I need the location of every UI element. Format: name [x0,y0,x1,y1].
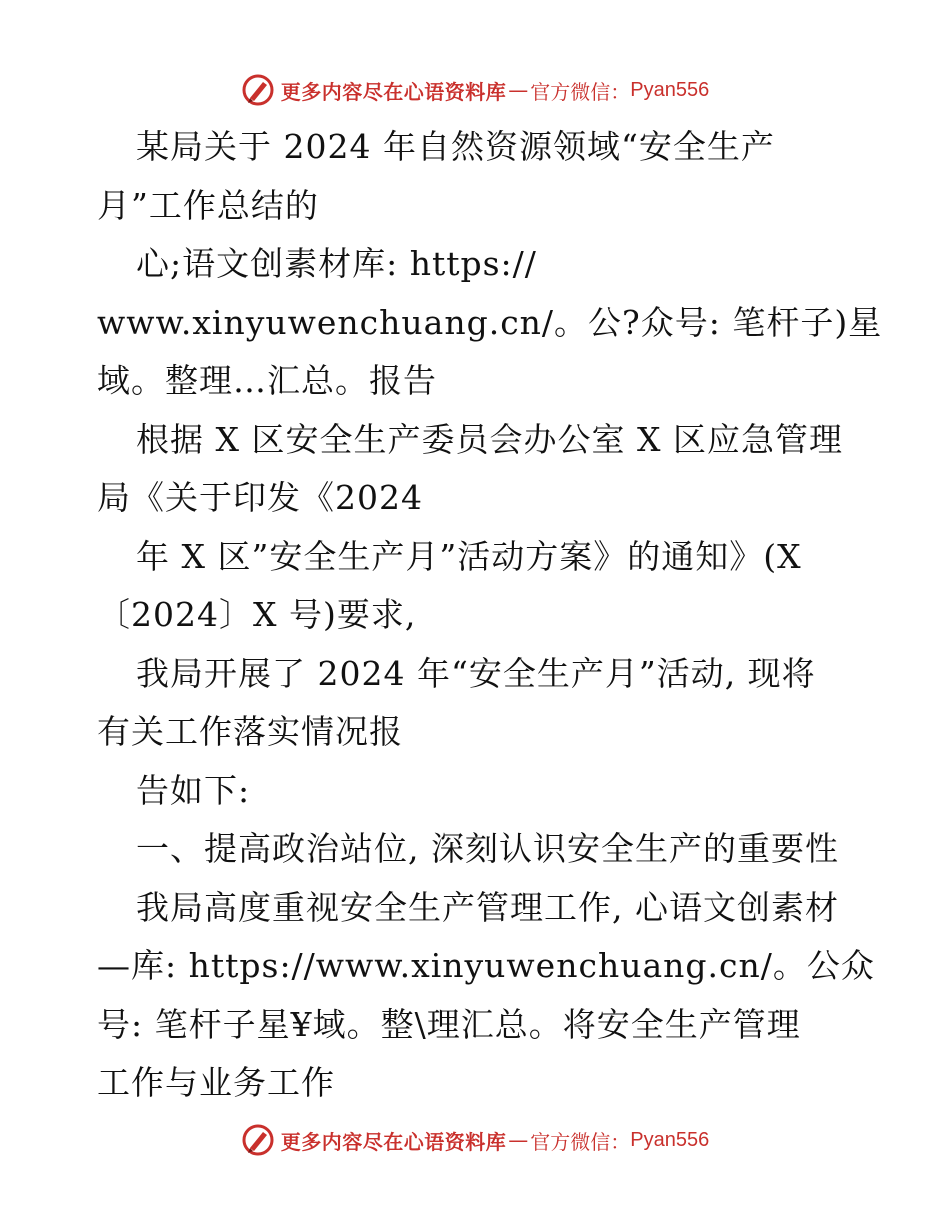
body-line: —库: https://www.xinyuwenchuang.cn/。公众 [97,946,875,985]
header-banner-text: 更多内容尽在心语资料库 [280,79,507,104]
body-line: 有关工作落实情况报 [97,712,403,751]
header-wechat-label: 官方微信： [530,79,631,104]
body-line: 告如下: [136,770,251,810]
body-line: www.xinyuwenchuang.cn/。公?众号: 笔杆子)星 [97,302,883,342]
body-line: 一、提高政治站位, 深刻认识安全生产的重要性 [136,829,839,868]
document-body [97,118,883,1113]
body-line: 〔2024〕X 号)要求, [97,595,417,634]
body-line: 局《关于印发《2024 [97,478,423,517]
body-line: 工作与业务工作 [97,1063,335,1102]
pen-logo-icon [241,1123,275,1157]
body-line: 心;语文创素材库: https:// [136,244,537,283]
header-wechat-id: Pyan556 [630,78,710,101]
body-line: 号: 笔杆子星¥域。整\理汇总。将安全生产管理 [97,1004,801,1044]
footer-wechat-id: Pyan556 [630,1128,710,1151]
body-line: 月”工作总结的 [97,185,319,225]
body-line: 年 X 区”安全生产月”活动方案》的通知》(X [136,536,802,576]
footer-banner [0,1120,950,1160]
body-line: 我局高度重视安全生产管理工作, 心语文创素材 [136,887,839,927]
footer-wechat-label: 官方微信： [530,1129,631,1154]
body-line: 域。整理…汇总。报告 [97,361,437,400]
body-line: 某局关于 2024 年自然资源领域“安全生产 [136,127,775,166]
body-line: 根据 X 区安全生产委员会办公室 X 区应急管理 [136,419,843,459]
body-line: 我局开展了 2024 年“安全生产月”活动, 现将 [136,653,816,693]
header-banner-dash: — [508,78,529,102]
pen-logo-icon [241,73,275,107]
footer-banner-text: 更多内容尽在心语资料库 [280,1129,507,1154]
header-banner [0,70,950,110]
footer-banner-dash: — [508,1128,529,1152]
